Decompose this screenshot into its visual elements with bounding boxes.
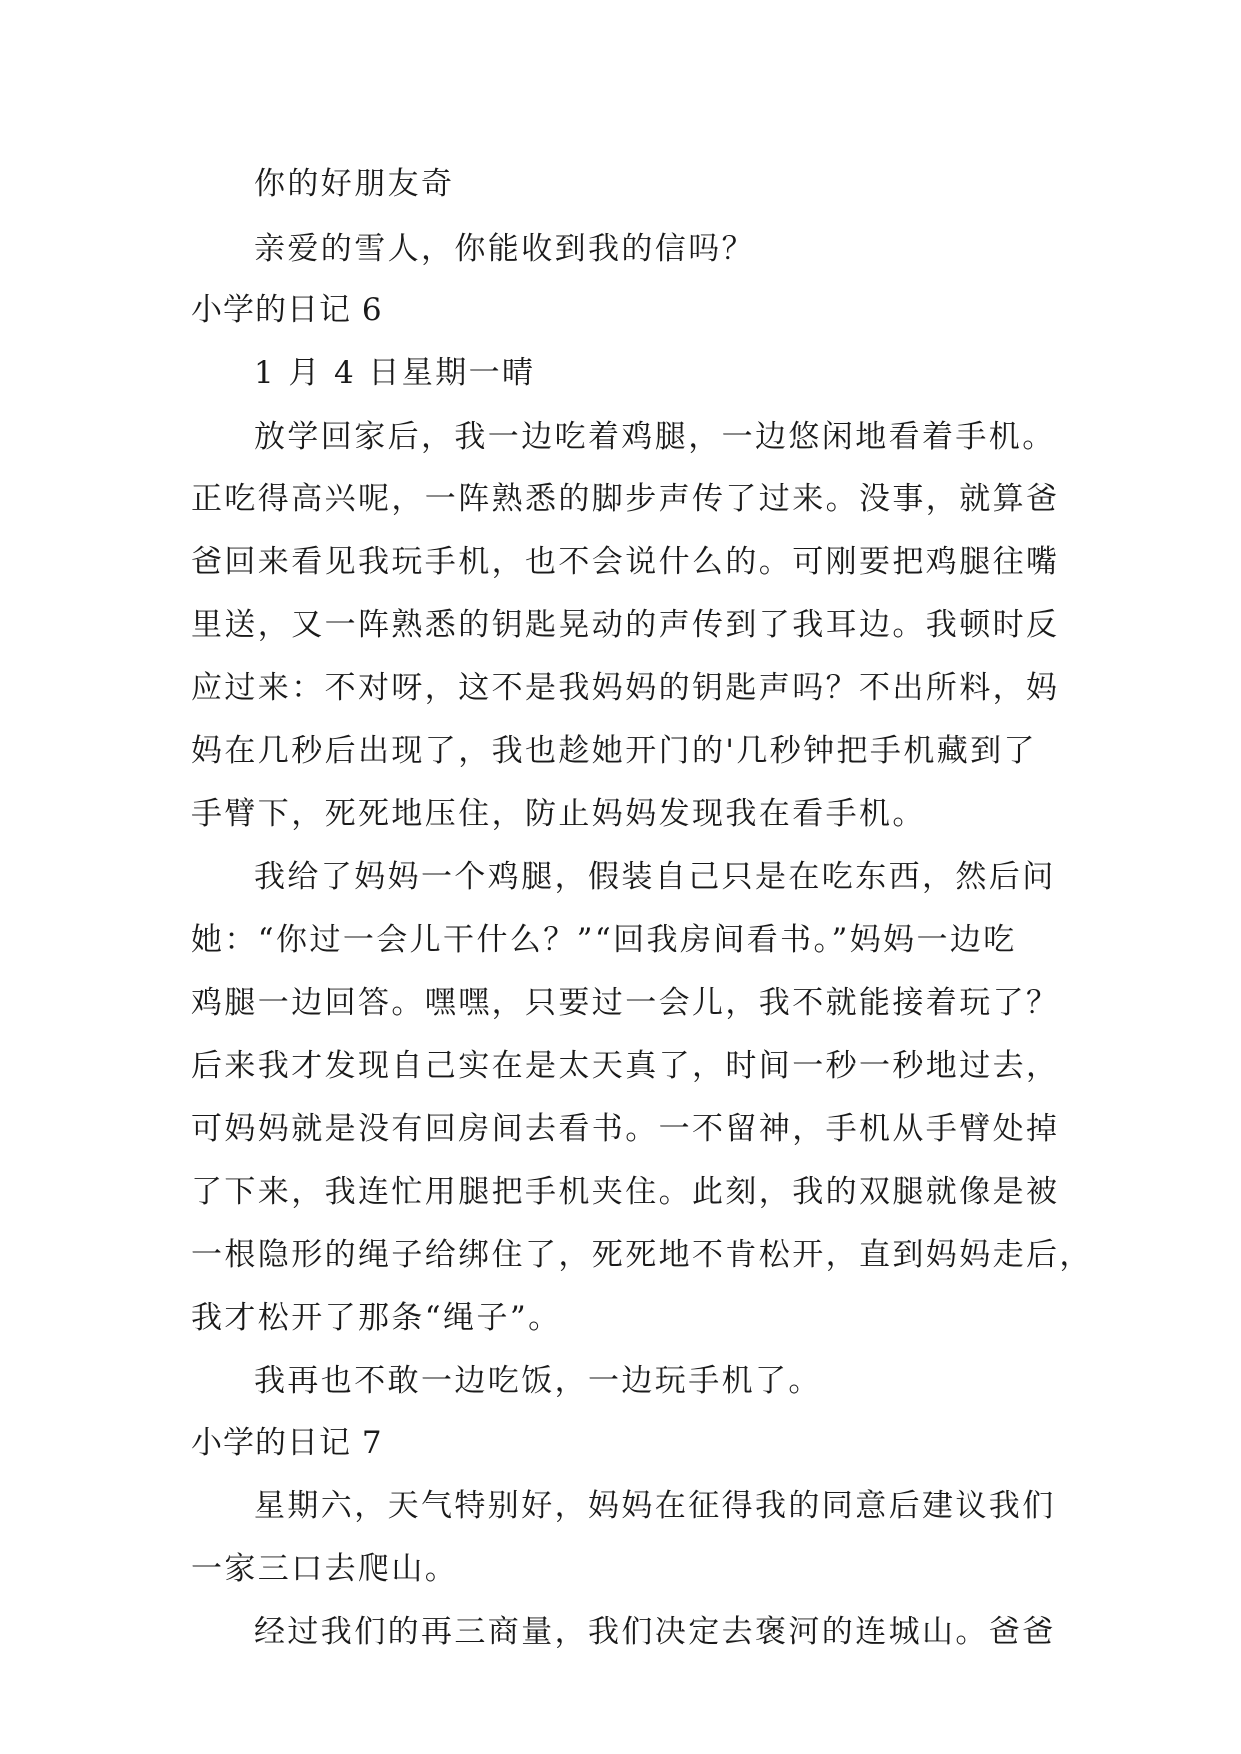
section-title-diary-7: 小学的日记 7 (191, 1425, 383, 1461)
paragraph-line: 我才松开了那条“绳子”。 (191, 1300, 562, 1336)
paragraph-line: 我再也不敢一边吃饭，一边玩手机了。 (254, 1363, 822, 1399)
paragraph-line: 鸡腿一边回答。嘿嘿，只要过一会儿，我不就能接着玩了？ (191, 985, 1060, 1021)
signature-line: 你的好朋友奇 (254, 166, 455, 202)
paragraph-line: 星期六，天气特别好，妈妈在征得我的同意后建议我们 (254, 1488, 1056, 1524)
paragraph-line: 妈在几秒后出现了，我也趁她开门的'几秒钟把手机藏到了 (191, 733, 1037, 769)
paragraph-line: 正吃得高兴呢，一阵熟悉的脚步声传了过来。没事，就算爸 (191, 481, 1060, 517)
section-title-diary-6: 小学的日记 6 (191, 292, 383, 328)
paragraph-line: 爸回来看见我玩手机，也不会说什么的。可刚要把鸡腿往嘴 (191, 544, 1060, 580)
paragraph-line: 里送，又一阵熟悉的钥匙晃动的声传到了我耳边。我顿时反 (191, 607, 1060, 643)
diary-6-date: 1 月 4 日星期一晴 (254, 355, 536, 391)
paragraph-line: 手臂下，死死地压住，防止妈妈发现我在看手机。 (191, 796, 926, 832)
paragraph-line: 放学回家后，我一边吃着鸡腿，一边悠闲地看着手机。 (254, 419, 1056, 455)
closing-question: 亲爱的雪人，你能收到我的信吗？ (254, 231, 755, 267)
paragraph-line: 应过来：不对呀，这不是我妈妈的钥匙声吗？不出所料，妈 (191, 670, 1060, 706)
paragraph-line: 后来我才发现自己实在是太天真了，时间一秒一秒地过去， (191, 1048, 1060, 1084)
paragraph-line: 可妈妈就是没有回房间去看书。一不留神，手机从手臂处掉 (191, 1111, 1060, 1147)
paragraph-line: 她：“你过一会儿干什么？”“回我房间看书。”妈妈一边吃 (191, 922, 1017, 958)
paragraph-line: 一家三口去爬山。 (191, 1551, 459, 1587)
paragraph-line: 了下来，我连忙用腿把手机夹住。此刻，我的双腿就像是被 (191, 1174, 1060, 1210)
paragraph-line: 经过我们的再三商量，我们决定去褒河的连城山。爸爸 (254, 1614, 1056, 1650)
paragraph-line: 一根隐形的绳子给绑住了，死死地不肯松开，直到妈妈走后， (191, 1237, 1093, 1273)
paragraph-line: 我给了妈妈一个鸡腿，假装自己只是在吃东西，然后问 (254, 859, 1056, 895)
